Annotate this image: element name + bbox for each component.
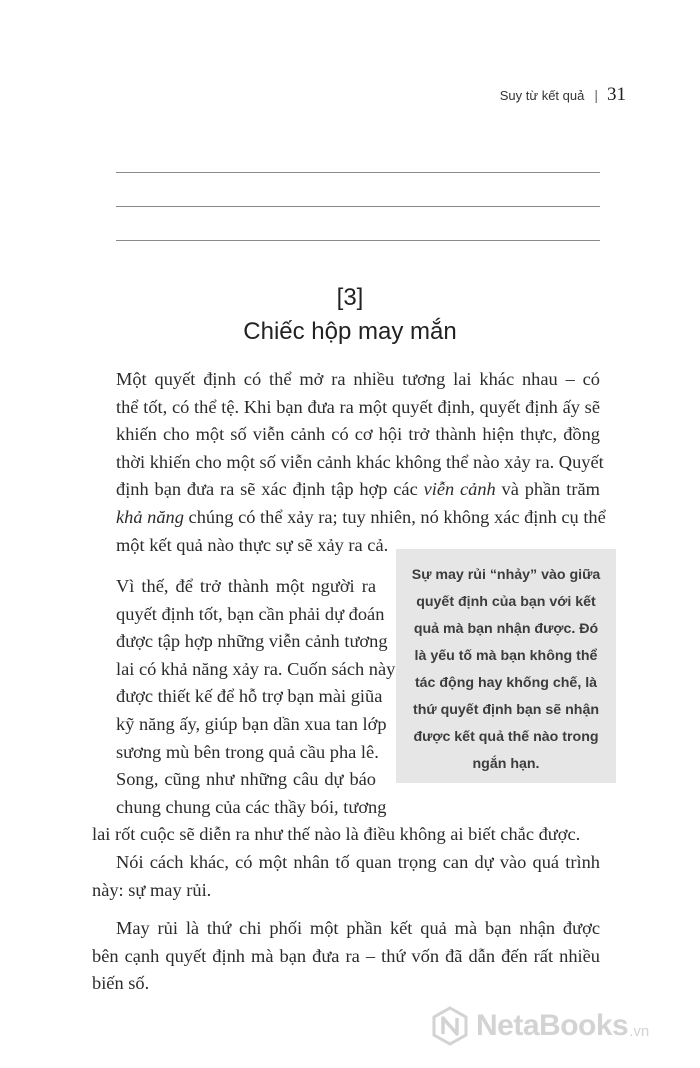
chapter-number: [3] xyxy=(336,284,364,311)
pull-quote-line: quyết định của bạn với kết xyxy=(416,594,596,610)
netabooks-logo-icon xyxy=(430,1006,470,1046)
header-separator: | xyxy=(594,87,598,103)
text-line: sương mù bên trong quả cầu pha lê. xyxy=(116,741,379,762)
watermark-tld: .vn xyxy=(629,1022,650,1040)
watermark xyxy=(430,1006,649,1046)
text-line: định bạn đưa ra sẽ xác định tập hợp các viễn cảnh và phần trăm xyxy=(116,479,600,500)
text-line: Một quyết định có thể mở ra nhiều tương lai khác nhau – có xyxy=(116,369,600,389)
page-number: 31 xyxy=(607,84,626,105)
text-line: chung chung của các thầy bói, tương xyxy=(116,796,387,817)
text-line: bên cạnh quyết định mà bạn đưa ra – thứ vốn đã dẫn đến rất nhiều xyxy=(92,945,600,966)
watermark-brand: NetaBooks xyxy=(476,1009,629,1042)
text-line: được thiết kế để hỗ trợ bạn mài giũa xyxy=(116,686,383,707)
text-line: Nói cách khác, có một nhân tố quan trọng can dự vào quá trình xyxy=(116,852,600,872)
running-title: Suy từ kết quả xyxy=(499,87,585,103)
text-line: Vì thế, để trở thành một người ra xyxy=(116,576,376,596)
text-line: lai rốt cuộc sẽ diễn ra như thế nào là điều không ai biết chắc được. xyxy=(92,824,581,845)
paragraph-4 xyxy=(92,915,600,998)
pull-quote-line: tác động hay khống chế, là xyxy=(414,675,598,691)
text-line: biến số. xyxy=(92,973,150,994)
pull-quote-line: là yếu tố mà bạn không thể xyxy=(414,648,598,664)
pull-quote-line: quả mà bạn nhận được. Đó xyxy=(413,621,599,637)
text-line: quyết định tốt, bạn cần phải dự đoán xyxy=(116,603,385,624)
emphasis: viễn cảnh xyxy=(423,479,496,500)
pull-quote-line: thứ quyết định bạn sẽ nhận xyxy=(412,702,600,718)
text-line: một kết quả nào thực sự sẽ xảy ra cả. xyxy=(116,534,389,555)
text-line: thể tốt, có thể tệ. Khi bạn đưa ra một quyết định, quyết định ấy sẽ xyxy=(116,396,600,417)
text-line: khiến cho một số viễn cảnh có cơ hội trở thành hiện thực, đồng xyxy=(116,424,600,445)
paragraph-3 xyxy=(92,849,600,904)
text-line: Song, cũng như những câu dự báo xyxy=(116,769,376,790)
text-line: May rủi là thứ chi phối một phần kết quả mà bạn nhận được xyxy=(116,918,600,938)
text-line: khả năng chúng có thể xảy ra; tuy nhiên, nó không xác định cụ thể xyxy=(116,506,606,527)
chapter-title: Chiếc hộp may mắn xyxy=(243,318,457,345)
paragraph-1 xyxy=(116,366,606,559)
pull-quote-box xyxy=(396,549,616,783)
text-line: lai có khả năng xảy ra. Cuốn sách này xyxy=(116,658,396,679)
pull-quote-line: được kết quả thế nào trong xyxy=(413,729,599,745)
pull-quote-line: Sự may rủi “nhảy” vào giữa xyxy=(411,567,601,583)
emphasis: khả năng xyxy=(116,506,184,527)
text-line: này: sự may rủi. xyxy=(92,879,212,900)
pull-quote-line: ngắn hạn. xyxy=(472,756,540,772)
text-line: kỹ năng ấy, giúp bạn dần xua tan lớp xyxy=(116,713,387,734)
running-header xyxy=(500,84,626,106)
note-rule-3 xyxy=(116,240,600,241)
note-rule-2 xyxy=(116,206,600,207)
text-line: thời khiến cho một số viễn cảnh khác không thể nào xảy ra. Quyết xyxy=(116,451,604,472)
note-rule-1 xyxy=(116,172,600,173)
text-line: được tập hợp những viễn cảnh tương xyxy=(116,631,388,652)
